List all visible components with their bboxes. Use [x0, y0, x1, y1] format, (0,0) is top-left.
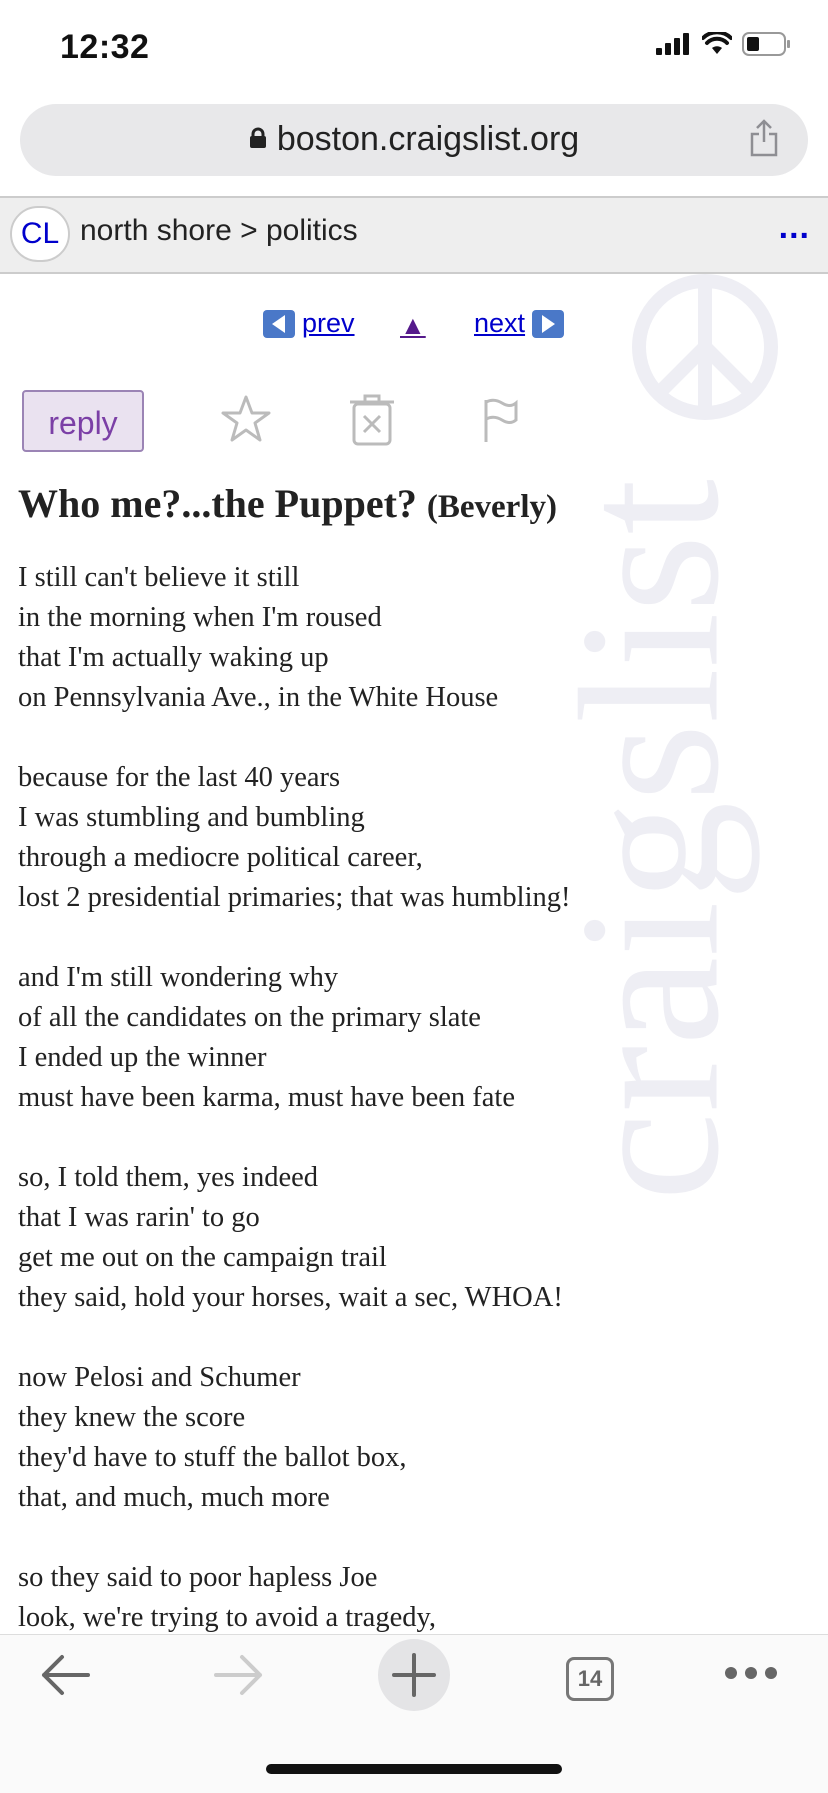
address-bar[interactable]	[20, 104, 808, 176]
menu-button[interactable]: ...	[778, 208, 810, 246]
breadcrumb[interactable]: north shore > politics	[80, 214, 358, 247]
signal-icon	[656, 33, 692, 55]
lock-icon	[249, 127, 267, 149]
up-link[interactable]: ▲	[400, 310, 426, 340]
reply-button[interactable]: reply	[22, 390, 144, 452]
tabs-count-button[interactable]: 14	[566, 1657, 614, 1701]
plus-icon	[392, 1653, 436, 1697]
post-actions	[0, 390, 828, 456]
back-arrow-icon[interactable]	[38, 1653, 92, 1697]
url-text: boston.craigslist.org	[276, 120, 580, 158]
flag-icon[interactable]	[482, 394, 522, 446]
post-location: (Beverly)	[426, 489, 557, 525]
post-title	[18, 480, 557, 527]
more-dots-icon[interactable]	[724, 1665, 778, 1681]
prev-link[interactable]	[262, 308, 355, 339]
post-navigation	[0, 306, 828, 350]
url-display[interactable]	[20, 120, 808, 159]
favorite-star-icon[interactable]	[220, 394, 272, 446]
status-icons	[656, 32, 792, 56]
wifi-icon	[702, 32, 732, 56]
next-label: next	[474, 308, 526, 338]
next-arrow-icon	[531, 309, 565, 339]
prev-arrow-icon	[262, 309, 296, 339]
home-indicator[interactable]	[266, 1764, 562, 1774]
battery-icon	[742, 32, 792, 56]
craigslist-logo[interactable]: CL	[10, 206, 70, 262]
watermark-text: craigslist	[539, 478, 761, 1202]
status-bar	[0, 0, 828, 96]
share-icon[interactable]	[748, 118, 780, 158]
hide-trash-icon[interactable]	[348, 394, 396, 448]
craigslist-header	[0, 196, 828, 274]
status-time: 12:32	[60, 28, 150, 66]
post-body: I still can't believe it still in the morning when I'm roused that I'm actually waking up on Pennsylvania Ave., in the White House because for the last 40 years I was stumbling and bumbling through a mediocre political career, lost 2 presidential primaries; that was humbling! and I'm still wondering why of all the candidates on the primary slate I ended up the winner must have been karma, must have been fate so, I told them, yes indeed that I was rarin' to go get me out on the campaign trail they said, hold your horses, wait a sec, WHOA! now Pelosi and Schumer they knew the score they'd have to stuff the ballot box, that, and much, much more so they said to poor hapless Joe look, we're trying to avoid a tragedy,	[18, 562, 571, 1633]
new-tab-button[interactable]	[378, 1639, 450, 1711]
prev-label: prev	[302, 308, 355, 338]
post-title-text: Who me?...the Puppet?	[18, 481, 417, 526]
forward-arrow-icon[interactable]	[212, 1653, 266, 1697]
next-link[interactable]	[474, 308, 565, 339]
